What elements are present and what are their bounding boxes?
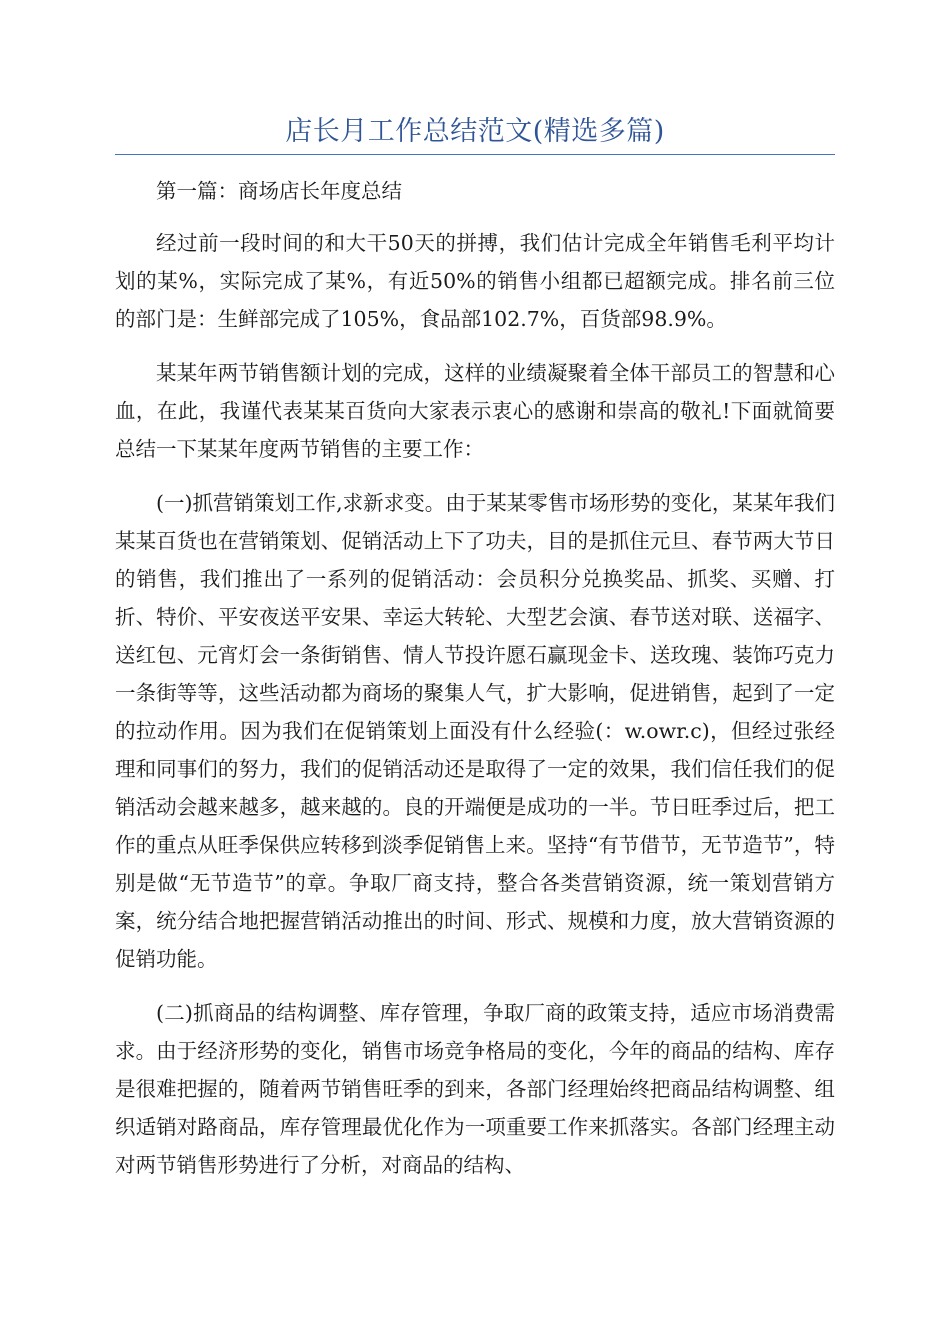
section-heading: 第一篇：商场店长年度总结 (156, 179, 402, 203)
document-title: 店长月工作总结范文(精选多篇) (285, 116, 665, 147)
paragraph-4: (二)抓商品的结构调整、库存管理，争取厂商的政策支持，适应市场消费需求。由于经济形势的变化，销售市场竞争格局的变化，今年的商品的结构、库存是很难把握的，随着两节销售旺季的到来，各部门经理始终把商品结构调整、组织适销对路商品，库存管理最优化作为一项重要工作来抓落实。各部门经理主动对两节销售形势进行了分析，对商品的结构、 (115, 1001, 835, 1177)
paragraph-2: 某某年两节销售额计划的完成，这样的业绩凝聚着全体干部员工的智慧和心血，在此，我谨代表某某百货向大家表示衷心的感谢和崇高的敬礼!下面就简要总结一下某某年度两节销售的主要工作： (115, 361, 835, 461)
paragraph-3: (一)抓营销策划工作,求新求变。由于某某零售市场形势的变化，某某年我们某某百货也在营销策划、促销活动上下了功夫，目的是抓住元旦、春节两大节日的销售，我们推出了一系列的促销活动：会员积分兑换奖品、抓奖、买赠、打折、特价、平安夜送平安果、幸运大转轮、大型艺会演、春节送对联、送福字、送红包、元宵灯会一条街销售、情人节投许愿石赢现金卡、送玫瑰、装饰巧克力一条街等等，这些活动都为商场的聚集人气，扩大影响，促进销售，起到了一定的拉动作用。因为我们在促销策划上面没有什么经验(：w.owr.c)，但经过张经理和同事们的努力，我们的促销活动还是取得了一定的效果，我们信任我们的促销活动会越来越多，越来越的。良的开端便是成功的一半。节日旺季过后，把工作的重点从旺季保供应转移到淡季促销售上来。坚持“有节借节，无节造节”，特别是做“无节造节”的章。争取厂商支持，整合各类营销资源，统一策划营销方案，统分结合地把握营销活动推出的时间、形式、规模和力度，放大营销资源的促销功能。 (115, 491, 835, 971)
title-underline (115, 154, 835, 155)
paragraph-1: 经过前一段时间的和大干50天的拼搏，我们估计完成全年销售毛利平均计划的某%，实际完成了某%，有近50%的销售小组都已超额完成。排名前三位的部门是：生鲜部完成了105%，食品部102.7%，百货部98.9%。 (115, 231, 835, 331)
document-body (115, 172, 835, 1200)
